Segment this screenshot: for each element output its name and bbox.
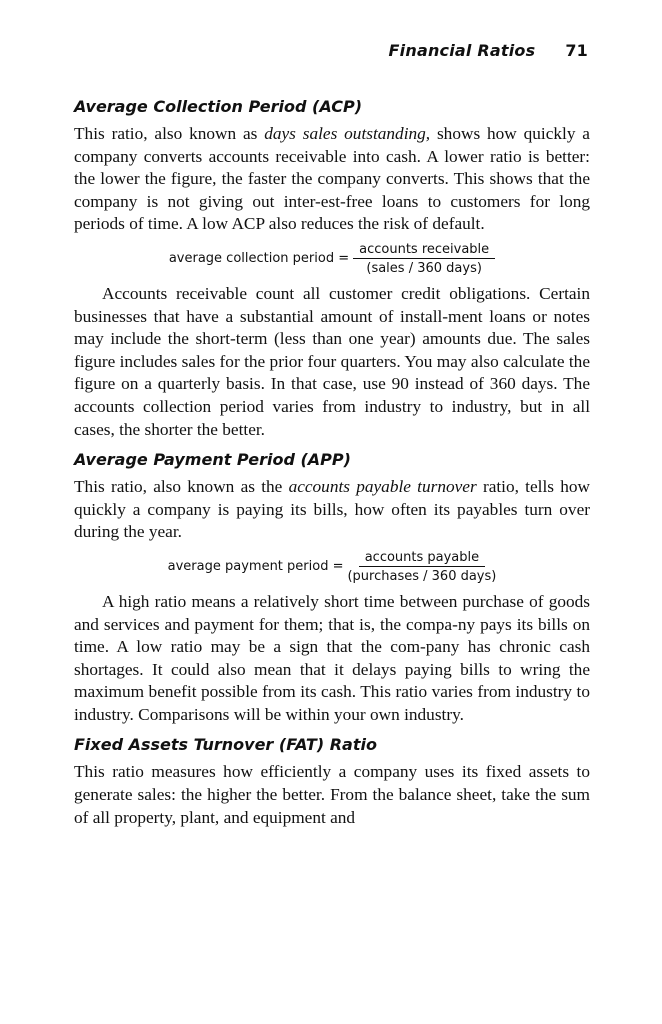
formula-lhs: average payment period =	[167, 559, 344, 575]
section-heading-acp: Average Collection Period (ACP)	[74, 97, 362, 116]
running-header	[389, 41, 588, 60]
formula-denominator: (purchases / 360 days)	[347, 568, 497, 584]
formula-fraction	[353, 242, 495, 276]
header-title: Financial Ratios	[388, 41, 536, 60]
app-body-paragraph: A high ratio means a relatively short time between purchase of goods and services and payment for them; that is, the compa-ny pays its bills on time. A low ratio may be a sign that the com-pany has chronic cash shortages. It could also mean that it delays paying bills to wring the maximum benefit possible from its cash. This ratio varies from industry to industry. Comparisons will be within your own industry.	[74, 591, 590, 724]
app-formula	[74, 550, 590, 584]
formula-numerator: accounts payable	[359, 550, 485, 567]
page-number: 71	[565, 41, 588, 60]
acp-body-paragraph: Accounts receivable count all customer credit obligations. Certain businesses that have a substantial amount of install-ment loans or notes may include the short-term (less than one year) amounts due. The sales figure includes sales for the prior four quarters. You may also calculate the figure on a quarterly basis. In that case, use 90 instead of 360 days. The accounts collection period varies from industry to industry, but in all cases, the shorter the better.	[74, 283, 590, 439]
acp-intro-paragraph: This ratio, also known as days sales outstanding, shows how quickly a company converts accounts receivable into cash. A lower ratio is better: the lower the figure, the faster the company converts. This shows that the company is not giving out inter-est-free loans to customers for long periods of time. A low ACP also reduces the risk of default.	[74, 124, 590, 234]
section-heading-app: Average Payment Period (APP)	[74, 450, 351, 470]
formula-denominator: (sales / 360 days)	[366, 260, 482, 276]
acp-formula	[74, 242, 590, 276]
formula-fraction	[347, 550, 496, 584]
page-body	[74, 96, 590, 829]
formula-lhs: average collection period =	[168, 251, 350, 267]
fat-intro-paragraph: This ratio measures how efficiently a company uses its fixed assets to generate sales: the higher the better. From the balance sheet, take the sum of all property, plant, and equipment and	[74, 762, 590, 827]
app-term: accounts payable turnover	[288, 477, 477, 497]
acp-term: days sales outstanding,	[264, 124, 431, 143]
formula-numerator: accounts receivable	[353, 242, 495, 259]
section-heading-fat: Fixed Assets Turnover (FAT) Ratio	[74, 735, 377, 755]
app-intro-paragraph: This ratio, also known as the accounts payable turnover ratio, tells how quickly a company is paying its bills, how often its payables turn over during the year.	[74, 477, 590, 542]
